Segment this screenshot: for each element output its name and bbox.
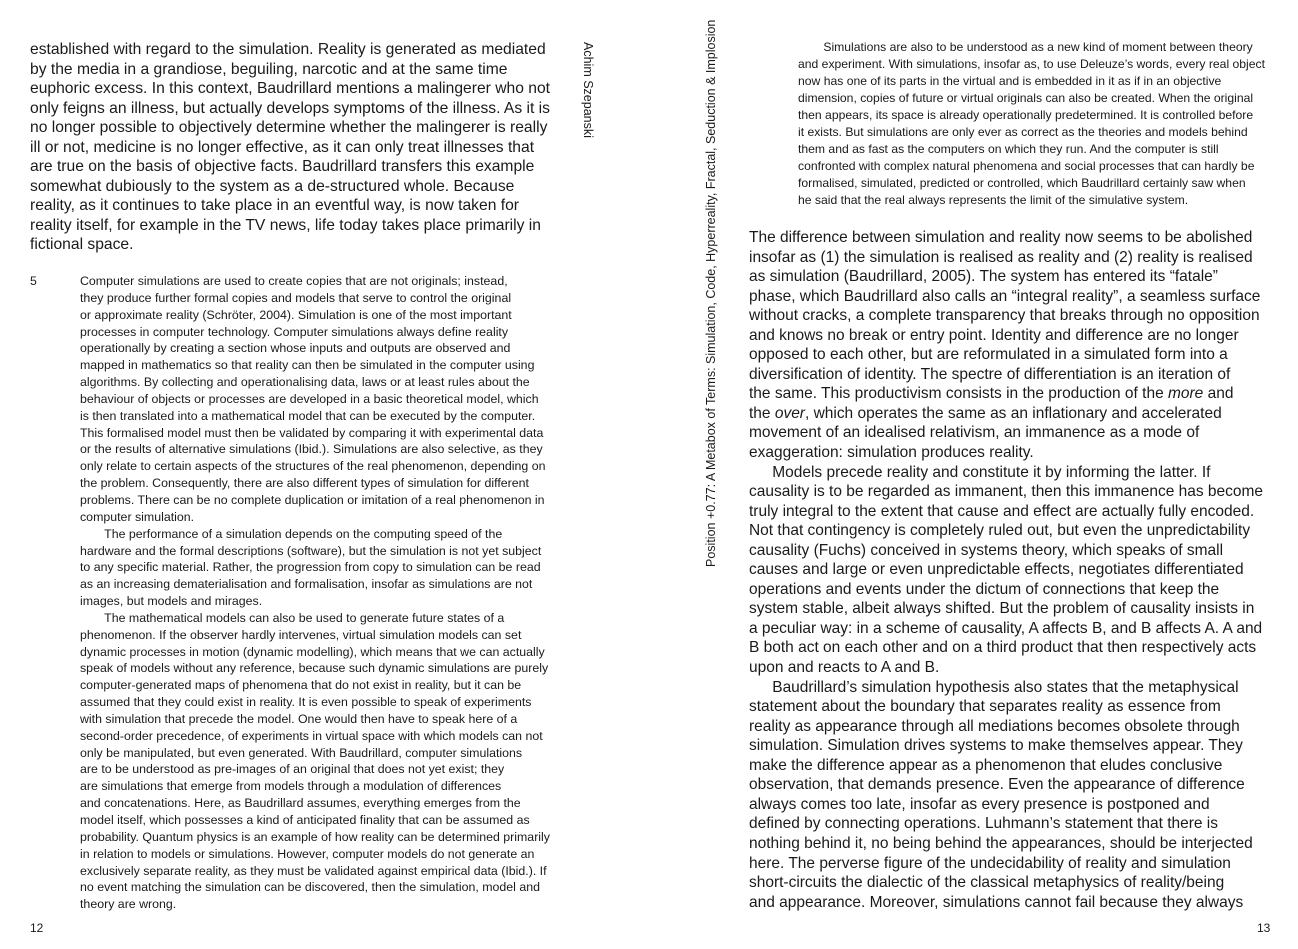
text-segment: and	[1203, 385, 1234, 403]
footnote-number: 5	[30, 274, 37, 288]
text-line: exclusively separate reality, as they must be validated against empirical data (Ibid.). If	[80, 863, 547, 878]
text-line: or approximate reality (Schröter, 2004). Simulation is one of the most important	[80, 307, 512, 322]
text-line: fictional space.	[30, 236, 134, 253]
text-line: by the media in a grandiose, beguiling, narcotic and at the same time	[30, 60, 508, 78]
text-line: euphoric excess. In this context, Baudrillard mentions a malingerer who not	[30, 80, 550, 97]
text-line: opposed to each other, but are reformulated in a simulated form into a	[749, 346, 1228, 364]
text-line: phenomenon. If the observer hardly intervenes, virtual simulation models can set	[80, 627, 522, 642]
text-line: causes and large or even unpredictable effects, negotiates differentiated	[749, 561, 1244, 579]
text-line: he said that the real always represents the limit of the simulative system.	[798, 193, 1189, 207]
text-line: operationally by creating a section whose inputs and outputs are observed and	[80, 341, 511, 356]
text-line: then appears, its space is already operationally predetermined. It is controlled before	[798, 108, 1254, 122]
text-line: as an increasing dematerialisation and formalisation, insofar as simulations are not	[80, 577, 533, 592]
text-line: B both act on each other and on a third product that then respectively acts	[749, 639, 1257, 657]
text-line: theory are wrong.	[80, 897, 177, 912]
text-line: assumed that they could exist in reality. It is even possible to speak of experiments	[80, 695, 532, 710]
text-line: as simulation (Baudrillard, 2005). The system has entered its “fatale”	[749, 268, 1218, 286]
text-line: Computer simulations are used to create copies that are not originals; instead,	[80, 274, 508, 288]
text-line: dynamic processes in motion (dynamic modelling), which means that we can actually	[80, 644, 545, 659]
text-line: probability. Quantum physics is an example of how reality can be determined primarily	[80, 829, 550, 844]
text-line: always comes too late, insofar as every presence is postponed and	[749, 795, 1210, 813]
emphasis: more	[1167, 385, 1204, 403]
text-line: computer-generated maps of phenomena that do not exist in reality, but it can be	[80, 678, 522, 693]
text-line: no event matching the simulation can be discovered, then the simulation, model and	[80, 880, 540, 895]
footnote-text	[80, 273, 550, 913]
text-line: phase, which Baudrillard also calls an “integral reality”, a seamless surface	[749, 287, 1261, 305]
text-line: in relation to models or simulations. However, computer models do not generate an	[80, 846, 535, 861]
text-line	[749, 384, 1263, 404]
page-number-left: 12	[30, 921, 44, 935]
text-line: and appearance. Moreover, simulations cannot fail because they always	[749, 893, 1244, 911]
text-line: confronted with complex natural phenomena and social processes that can hardly be	[798, 159, 1255, 173]
text-line: are true on the basis of objective facts. Baudrillard transfers this example	[30, 158, 535, 175]
text-line: nothing behind it, no being behind the appearances, should be interjected	[749, 834, 1253, 852]
text-line: make the difference appear as a phenomenon that eludes conclusive	[749, 756, 1223, 774]
text-line: Simulations are also to be understood as a new kind of moment between theory	[823, 40, 1253, 54]
running-head-chapter: Position +0.77: A Metabox of Terms: Simulation, Code, Hyperreality, Fractal, Seduction & Implosion	[704, 19, 718, 567]
text-line: they produce further formal copies and models that serve to control the original	[80, 290, 512, 305]
page-number-right: 13	[1257, 921, 1271, 935]
text-line: reality itself, for example in the TV news, life today takes place primarily in	[30, 216, 541, 234]
text-line: formalised, simulated, predicted or controlled, which Baudrillard certainly saw when	[798, 176, 1246, 190]
text-line: behaviour of objects or processes are developed in a basic theoretical model, which	[80, 391, 539, 406]
text-line: computer simulation.	[80, 509, 195, 524]
text-line: only be manipulated, but even generated. With Baudrillard, computer simulations	[80, 745, 523, 760]
text-line: movement of an idealised relativism, an immanence as a mode of	[749, 424, 1200, 442]
text-line: Models precede reality and constitute it by informing the latter. If	[772, 463, 1211, 481]
text-line: only feigns an illness, but actually develops symptoms of the illness. As it is	[30, 99, 550, 117]
text-line: dimension, copies of future or virtual originals can also be created. When the original	[798, 91, 1254, 105]
text-line: a peculiar way: in a scheme of causality, A affects B, and B affects A. A and	[749, 619, 1263, 637]
text-line: no longer possible to objectively determine whether the malingerer is really	[30, 119, 548, 136]
block-quote	[798, 39, 1265, 209]
text-line: are simulations that emerge from models through a modulation of differences	[80, 779, 502, 794]
text-line: mapped in mathematics so that reality can then be simulated in the computer using	[80, 358, 535, 373]
text-line: somewhat dubiously to the system as a de-structured whole. Because	[30, 177, 515, 195]
left-main-text	[30, 40, 550, 255]
text-line: upon and reacts to A and B.	[749, 659, 940, 677]
text-line: them and as fast as the computers on which they run. And the computer is still	[798, 142, 1219, 156]
text-line: defined by connecting operations. Luhmann’s statement that there is	[749, 815, 1218, 833]
text-line: observation, that demands presence. Even the appearance of difference	[749, 776, 1245, 794]
text-line: hardware and the formal descriptions (software), but the simulation is not yet subject	[80, 543, 542, 558]
text-line: statement about the boundary that separates reality as essence from	[749, 698, 1221, 716]
text-line: to any specific material. Rather, the progression from copy to simulation can be read	[80, 560, 541, 575]
text-line: processes in computer technology. Computer simulations always define reality	[80, 324, 509, 339]
text-line: causality is to be regarded as immanent, then this immanence has become	[749, 483, 1263, 501]
text-line: Baudrillard’s simulation hypothesis also states that the metaphysical	[772, 678, 1239, 696]
text-line: without cracks, a complete transparency that breaks through no opposition	[749, 307, 1260, 325]
text-line: truly integral to the extent that cause and effect are actually fully encoded.	[749, 502, 1255, 520]
text-line: insofar as (1) the simulation is realised as reality and (2) reality is realised	[749, 248, 1253, 266]
text-line: images, but models and mirages.	[80, 594, 263, 609]
text-line: model itself, which possesses a kind of anticipated finality that can be assumed as	[80, 813, 530, 827]
text-line: and experiment. With simulations, insofar as, to use Deleuze’s words, every real object	[798, 57, 1265, 71]
text-line: now has one of its parts in the virtual and is embedded in it as if in an objective	[798, 74, 1222, 88]
text-line: simulation. Simulation drives systems to make themselves appear. They	[749, 737, 1243, 755]
text-line: are to be understood as pre-images of an original that does not yet exist; they	[80, 762, 505, 777]
text-line: speak of models without any reference, because such dynamic simulations are purely	[80, 661, 549, 676]
text-line: problems. There can be no complete duplication or imitation of a real phenomenon in	[80, 492, 545, 507]
text-line: short-circuits the dialectic of the classical metaphysics of reality/being	[749, 874, 1225, 892]
text-line: established with regard to the simulation. Reality is generated as mediated	[30, 41, 546, 58]
text-line: the problem. Consequently, there are also different types of simulation for different	[80, 476, 529, 491]
text-line: The mathematical models can also be used to generate future states of a	[104, 610, 505, 625]
text-line: is then translated into a mathematical model that can be executed by the computer.	[80, 408, 536, 423]
text-line: reality, as it continues to take place in an eventful way, is now taken for	[30, 197, 520, 214]
right-main-text	[749, 228, 1263, 912]
running-head-author: Achim Szepanski	[581, 42, 595, 138]
text-line: system stable, albeit always shifted. But the problem of causality insists in	[749, 600, 1255, 618]
text-line: causality (Fuchs) conceived in systems theory, which speaks of small	[749, 541, 1224, 559]
text-line: The difference between simulation and reality now seems to be abolished	[749, 229, 1253, 246]
text-line: algorithms. By collecting and operationalising data, laws or at least rules about the	[80, 375, 530, 390]
text-line: it exists. But simulations are only ever as correct as the theories and models behind	[798, 125, 1248, 139]
emphasis: over	[774, 404, 805, 422]
text-line: exaggeration: simulation produces reality.	[749, 444, 1034, 462]
text-line: and concatenations. Here, as Baudrillard assumes, everything emerges from the	[80, 796, 521, 811]
text-line: reality as appearance through all mediations becomes obsolete through	[749, 717, 1240, 735]
text-line: second-order precedence, of experiments in virtual space with which models can not	[80, 728, 543, 743]
text-segment: the same. This productivism consists in the production of the	[749, 385, 1168, 403]
text-line: operations and events under the dictum of connections that keep the	[749, 580, 1220, 598]
text-segment: the	[749, 404, 775, 422]
text-line: The performance of a simulation depends on the computing speed of the	[104, 526, 503, 541]
text-line	[749, 404, 1263, 424]
text-line: ill or not, medicine is no longer effective, as it can only treat illnesses that	[30, 138, 535, 156]
text-line: diversification of identity. The spectre of differentiation is an iteration of	[749, 365, 1231, 383]
text-line: only relate to certain aspects of the structures of the real phenomenon, depending on	[80, 459, 546, 474]
text-line: here. The perverse figure of the undecidability of reality and simulation	[749, 854, 1231, 872]
text-line: Not that contingency is completely ruled out, but even the unpredictability	[749, 522, 1251, 540]
text-line: This formalised model must then be validated by comparing it with experimental data	[80, 425, 544, 440]
text-line: and knows no break or entry point. Identity and difference are no longer	[749, 326, 1239, 344]
text-segment: , which operates the same as an inflationary and accelerated	[804, 404, 1222, 422]
text-line: with simulation that precede the model. One would then have to speak here of a	[80, 711, 518, 726]
text-line: or the results of alternative simulations (Ibid.). Simulations are also selective, as they	[80, 442, 543, 457]
